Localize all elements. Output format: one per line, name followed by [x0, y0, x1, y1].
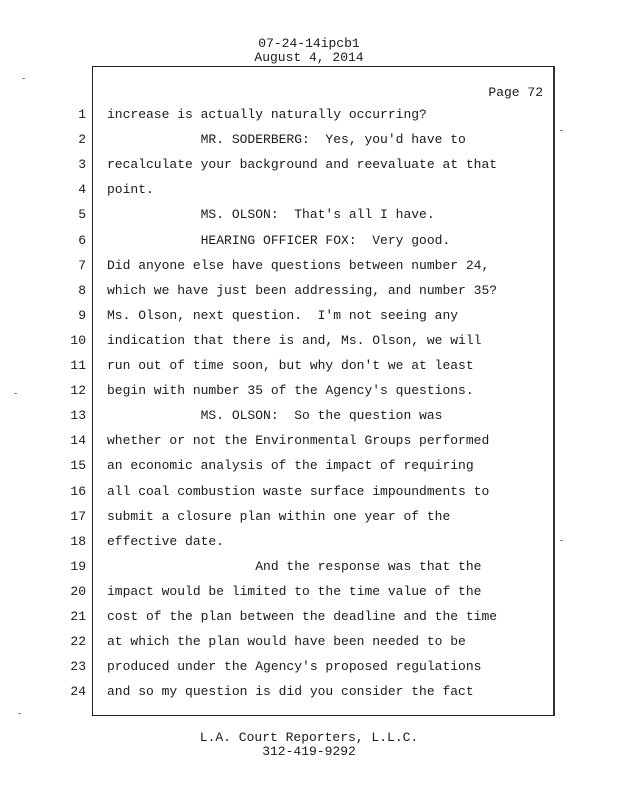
line-number: 6 [78, 233, 86, 248]
transcript-line: an economic analysis of the impact of requiring [107, 458, 474, 473]
line-number: 17 [70, 509, 86, 524]
line-number: 18 [70, 534, 86, 549]
transcript-line: cost of the plan between the deadline and the time [107, 609, 498, 624]
line-number: 7 [78, 258, 86, 273]
transcript-line: increase is actually naturally occurring? [107, 107, 427, 122]
transcript-line: recalculate your background and reevaluate at that [107, 157, 498, 172]
transcript-line: HEARING OFFICER FOX: Very good. [107, 233, 451, 248]
line-number: 9 [78, 308, 86, 323]
line-number: 12 [70, 383, 86, 398]
scan-speck [560, 130, 563, 131]
transcript-line: which we have just been addressing, and number 35? [107, 283, 498, 298]
line-number: 3 [78, 157, 86, 172]
transcript-line: effective date. [107, 534, 225, 549]
line-number: 22 [70, 634, 86, 649]
scan-speck [14, 393, 17, 394]
transcript-line: and so my question is did you consider the fact [107, 684, 474, 699]
line-number: 19 [70, 559, 86, 574]
line-number: 23 [70, 659, 86, 674]
transcript-line: begin with number 35 of the Agency's questions. [107, 383, 474, 398]
line-number: 20 [70, 584, 86, 599]
header-date: August 4, 2014 [254, 50, 364, 65]
scan-speck [22, 78, 25, 79]
transcript-line: MS. OLSON: That's all I have. [107, 207, 435, 222]
transcript-line: Did anyone else have questions between number 24, [107, 258, 490, 273]
line-number: 21 [70, 609, 86, 624]
transcript-line: indication that there is and, Ms. Olson, we will [107, 333, 482, 348]
transcript-line: And the response was that the [107, 559, 482, 574]
transcript-line: submit a closure plan within one year of the [107, 509, 451, 524]
line-number: 4 [78, 182, 86, 197]
transcript-line: run out of time soon, but why don't we at least [107, 358, 474, 373]
transcript-line: point. [107, 182, 154, 197]
transcript-line: MR. SODERBERG: Yes, you'd have to [107, 132, 466, 147]
line-number: 10 [70, 333, 86, 348]
line-number: 5 [78, 207, 86, 222]
line-number: 1 [78, 107, 86, 122]
header-line-1: 07-24-14ipcb1 [258, 36, 360, 51]
footer-phone: 312-419-9292 [262, 744, 356, 759]
line-number: 14 [70, 433, 86, 448]
line-number: 16 [70, 484, 86, 499]
transcript-line: produced under the Agency's proposed regulations [107, 659, 482, 674]
transcript-line: MS. OLSON: So the question was [107, 408, 443, 423]
line-number: 11 [70, 358, 86, 373]
transcript-line: Ms. Olson, next question. I'm not seeing any [107, 308, 459, 323]
line-number: 8 [78, 283, 86, 298]
footer-reporter: L.A. Court Reporters, L.L.C. [199, 730, 419, 745]
page-number: Page 72 [488, 85, 543, 100]
transcript-line: at which the plan would have been needed to be [107, 634, 466, 649]
scan-speck [18, 713, 21, 714]
line-number: 24 [70, 684, 86, 699]
transcript-line: all coal combustion waste surface impoundments to [107, 484, 490, 499]
line-number: 13 [70, 408, 86, 423]
line-number: 2 [78, 132, 86, 147]
line-number: 15 [70, 458, 86, 473]
scan-speck [560, 540, 563, 541]
transcript-line: impact would be limited to the time value of the [107, 584, 482, 599]
transcript-line: whether or not the Environmental Groups performed [107, 433, 490, 448]
